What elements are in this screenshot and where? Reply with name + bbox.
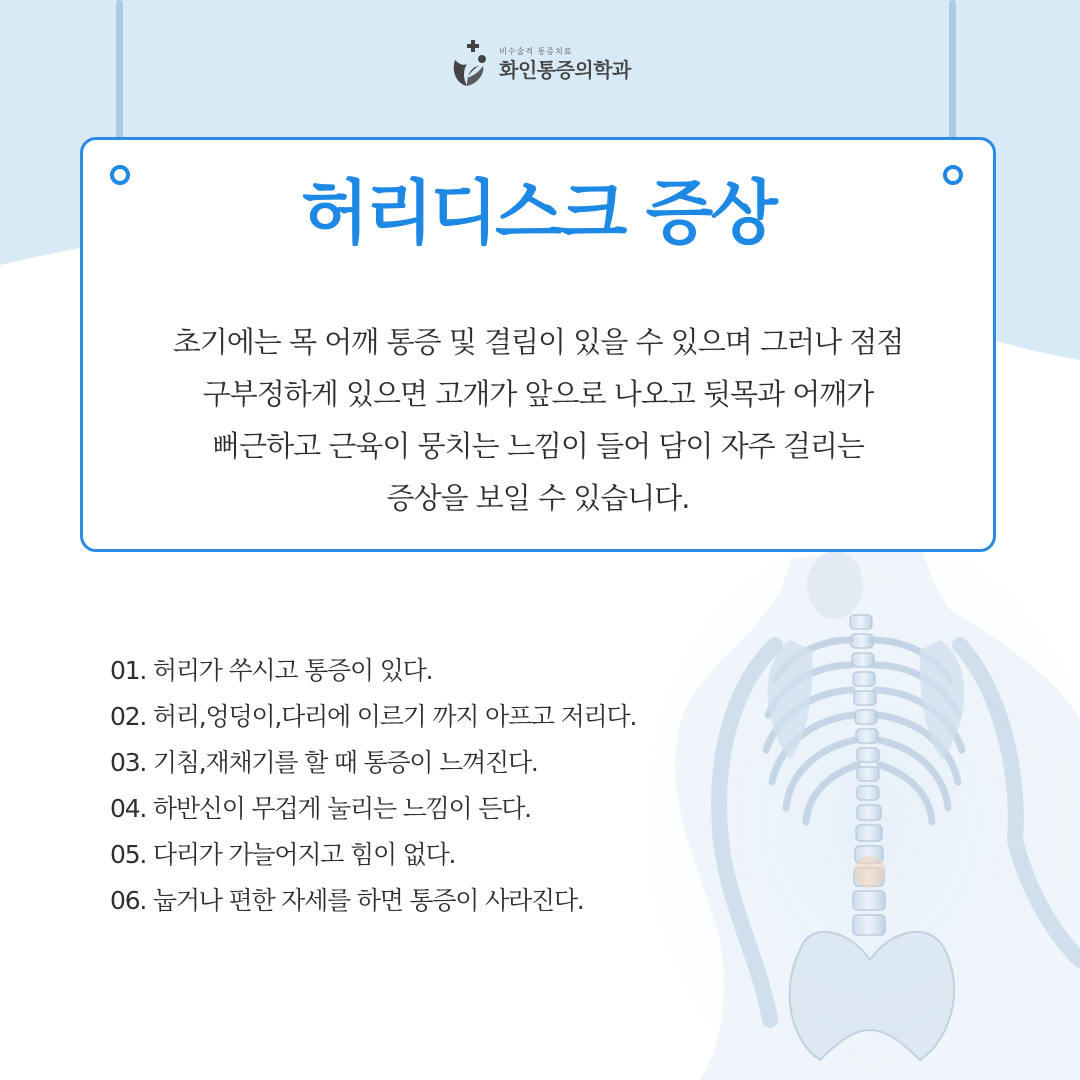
symptom-item: 05. 다리가 가늘어지고 힘이 없다. bbox=[110, 840, 456, 869]
card-description bbox=[120, 316, 956, 524]
description-line: 증상을 보일 수 있습니다. bbox=[386, 481, 690, 515]
symptom-item: 03. 기침,재채기를 할 때 통증이 느껴진다. bbox=[110, 748, 538, 777]
logo-subtitle: 비수술적 통증치료 bbox=[499, 47, 573, 56]
symptom-item: 01. 허리가 쑤시고 통증이 있다. bbox=[110, 656, 433, 685]
symptom-item: 06. 눕거나 편한 자세를 하면 통증이 사라진다. bbox=[110, 886, 584, 915]
description-line: 뻐근하고 근육이 뭉치는 느낌이 들어 담이 자주 걸리는 bbox=[212, 429, 864, 463]
clinic-logo bbox=[0, 38, 1080, 90]
symptom-item: 02. 허리,엉덩이,다리에 이르기 까지 아프고 저리다. bbox=[110, 702, 637, 731]
person-leaf-cross-icon bbox=[449, 38, 491, 90]
symptom-list bbox=[110, 648, 810, 924]
description-line: 초기에는 목 어깨 통증 및 결림이 있을 수 있으며 그러나 점점 bbox=[172, 325, 904, 359]
symptom-item: 04. 하반신이 무겁게 눌리는 느낌이 든다. bbox=[110, 794, 531, 823]
logo-name: 화인통증의학과 bbox=[499, 58, 631, 82]
description-line: 구부정하게 있으면 고개가 앞으로 나오고 뒷목과 어깨가 bbox=[202, 377, 874, 411]
card-title: 허리디스크 증상 bbox=[301, 172, 775, 254]
